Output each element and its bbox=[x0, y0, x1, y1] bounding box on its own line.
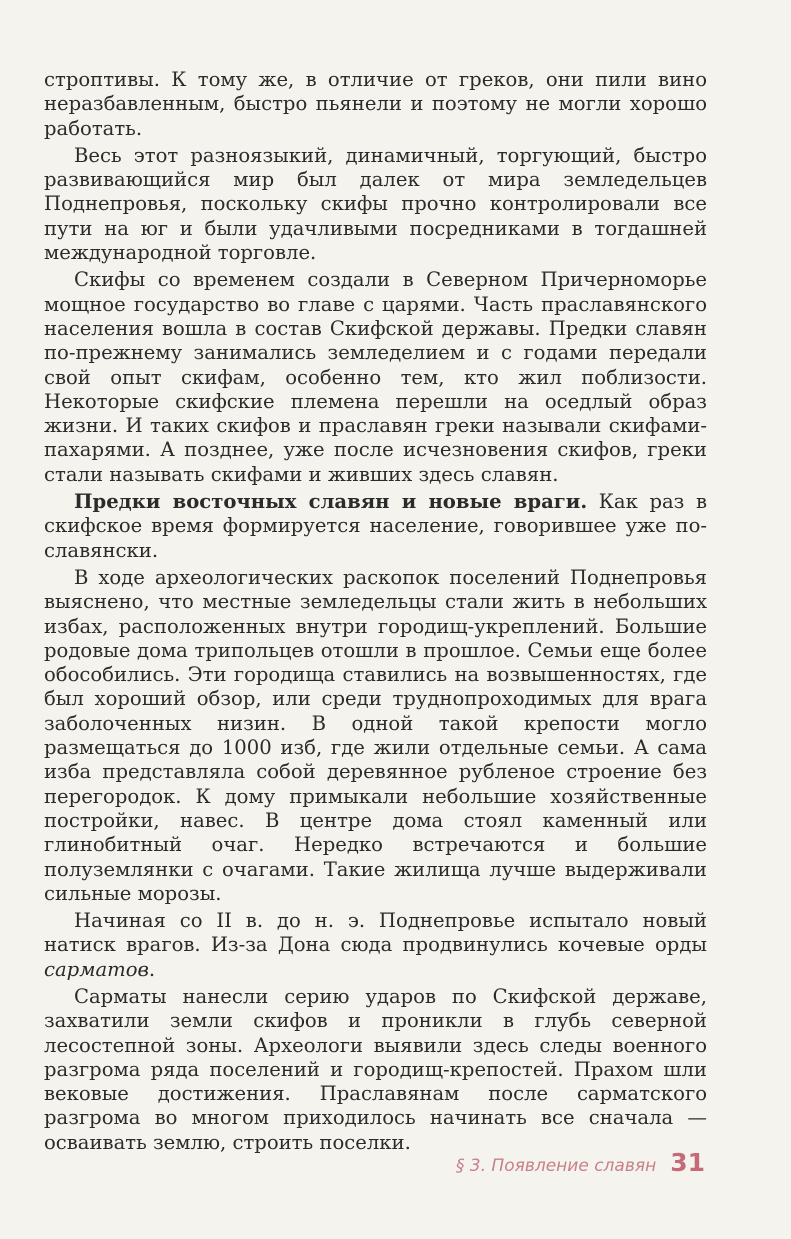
page-footer bbox=[456, 1148, 705, 1177]
page-body bbox=[44, 68, 707, 1155]
paragraph-6-tail: . bbox=[148, 957, 156, 981]
section-heading: Предки восточных славян и новые враги. bbox=[74, 490, 588, 514]
paragraph-5: В ходе археологических раскопок поселений Поднепровья выяснено, что местные земледельцы стали жить в небольших избах, расположенных внутри городищ-укреплений. Большие родовые дома трипольцев отошли в прошлое. Семьи еще более обособились. Эти городища ставились на возвышенностях, где был хороший обзор, или среди труднопроходимых для врага заболоченных низин. В одной такой крепости могло размещаться до 1000 изб, где жили отдельные семьи. А сама изба представляла собой деревянное рубленое строение без перегородок. К дому примыкали небольшие хозяйственные постройки, навес. В центре дома стоял каменный или глинобитный очаг. Нередко встречаются и большие полуземлянки с очагами. Такие жилища лучше выдерживали сильные морозы. bbox=[44, 565, 707, 905]
paragraph-2: Весь этот разноязыкий, динамичный, торгующий, быстро развивающийся мир был далек от мира земледельцев Поднепровья, поскольку скифы прочно контролировали все пути на юг и были удачливыми посредниками в тогдашней международной торговле. bbox=[44, 143, 707, 265]
paragraph-3: Скифы со временем создали в Северном Причерноморье мощное государство во главе с царями. Часть праславянского населения вошла в состав Скифской державы. Предки славян по-прежнему занимались земледелием и с годами передали свой опыт скифам, особенно тем, кто жил поблизости. Некоторые скифские племена перешли на оседлый образ жизни. И таких скифов и праславян греки называли скифами-пахарями. А позднее, уже после исчезновения скифов, греки стали называть скифами и живших здесь славян. bbox=[44, 268, 707, 486]
paragraph-1: строптивы. К тому же, в отличие от греков, они пили вино неразбавленным, быстро пьянели и поэтому не могли хорошо работать. bbox=[44, 68, 707, 140]
term-sarmatians: сарматов bbox=[44, 957, 149, 981]
paragraph-7: Сарматы нанесли серию ударов по Скифской державе, захватили земли скифов и проникли в глубь северной лесостепной зоны. Археологи выявили здесь следы военного разгрома ряда поселений и городищ-крепостей. Прахом шли вековые достижения. Праславянам после сарматского разгрома во многом приходилось начинать все сначала — осваивать землю, строить поселки. bbox=[44, 984, 707, 1154]
paragraph-6-text: Начиная со II в. до н. э. Поднепровье испытало новый натиск врагов. Из-за Дона сюда продвинулись кочевые орды bbox=[44, 909, 707, 957]
paragraph-4-text: Как раз в скифское время формируется население, говорившее уже по-славянски. bbox=[44, 490, 708, 562]
page-number: 31 bbox=[670, 1148, 705, 1177]
paragraph-4 bbox=[44, 490, 707, 563]
paragraph-6 bbox=[44, 909, 707, 982]
running-title: § 3. Появление славян bbox=[455, 1156, 657, 1176]
